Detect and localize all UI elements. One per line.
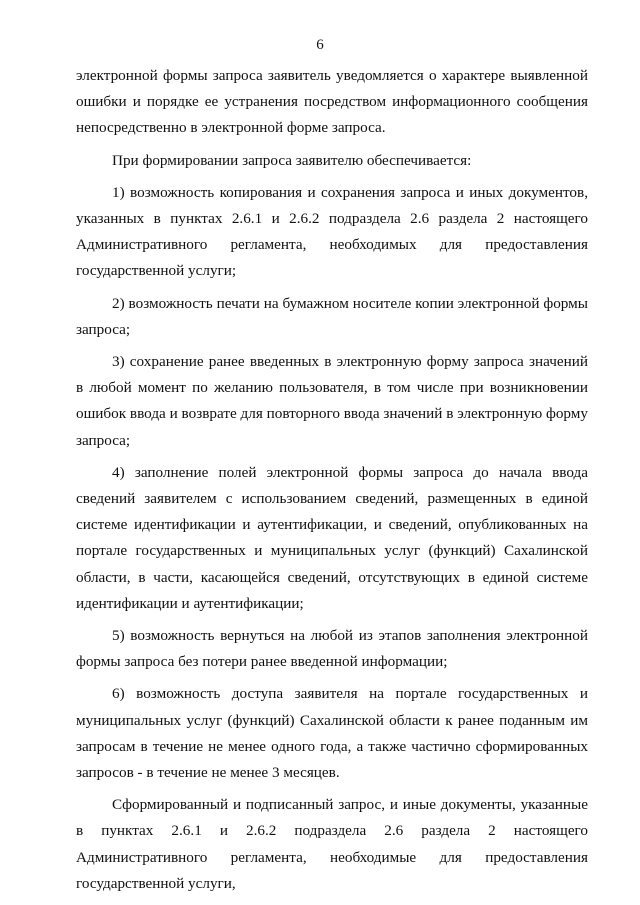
paragraph-provisions-intro: При формировании запроса заявителю обеспечивается:	[112, 151, 472, 169]
paragraph-submitted-request: Сформированный и подписанный запрос, и иные документы, указанные в пунктах 2.6.1 и 2.6.2 подраздела 2.6 раздела 2 настоящего Административного регламента, необходимые для предоставления государственной услуги,	[76, 796, 588, 892]
paragraph-error-notice: электронной формы запроса заявитель уведомляется о характере выявленной ошибки и порядке ее устранения посредством информационного сообщения непосредственно в электронной форме запроса.	[76, 67, 588, 137]
paragraph-item-1: 1) возможность копирования и сохранения запроса и иных документов, указанных в пунктах 2.6.1 и 2.6.2 подраздела 2.6 раздела 2 настоящего Административного регламента, необходимых для предоставления государственной услуги;	[76, 183, 588, 280]
paragraph-item-4: 4) заполнение полей электронной формы запроса до начала ввода сведений заявителем с использованием сведений, размещенных в единой системе идентификации и аутентификации, и сведений, опубликованных на портале государственных и муниципальных услуг (функций) Сахалинской области, в части, касающейся сведений, отсутствующих в единой системе идентификации и аутентификации;	[76, 463, 588, 612]
paragraph-item-6: 6) возможность доступа заявителя на портале государственных и муниципальных услуг (функций) Сахалинской области к ранее поданным им запросам в течение не менее одного года, а также частично сформированных запросов - в течение не менее 3 месяцев.	[76, 685, 588, 782]
paragraph-item-5: 5) возможность вернуться на любой из этапов заполнения электронной формы запроса без потери ранее введенной информации;	[76, 627, 588, 671]
page-number: 6	[316, 37, 324, 53]
paragraph-item-3: 3) сохранение ранее введенных в электронную форму запроса значений в любой момент по желанию пользователя, в том числе при возникновении ошибок ввода и возврате для повторного ввода значений в электронную форму запроса;	[76, 353, 588, 449]
paragraph-item-2: 2) возможность печати на бумажном носителе копии электронной формы запроса;	[76, 294, 588, 338]
document-body	[76, 63, 588, 897]
